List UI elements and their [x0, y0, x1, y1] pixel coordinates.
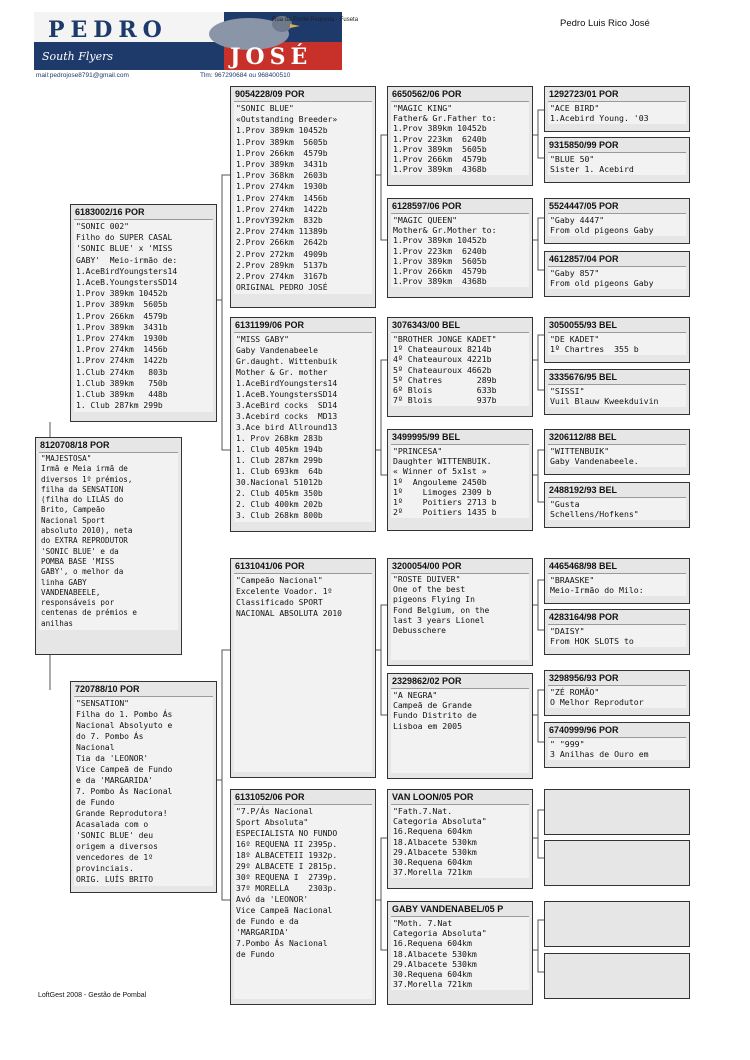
dsd-info: "A NEGRA" Campeã de Grande Fundo Distrito de Lisboa em 2005	[391, 688, 529, 773]
sdds-info: "WITTENBUIK" Gaby Vandenabeele.	[548, 444, 686, 467]
ddd-info: "Moth. 7.Nat Categoria Absoluta" 16.Requena 604km 18.Albacete 530km 29.Albacete 530km 30.Requena 604km 37.Morella 721km	[391, 916, 529, 990]
sss-ring: 6650562/06 POR	[392, 89, 462, 99]
dam-sire-box[interactable]	[230, 558, 376, 778]
sire-info: "SONIC 002" Filho do SUPER CASAL 'SONIC BLUE' x 'MISS GABY' Meio-irmão de: 1.AceBirdYoungsters14 1.AceB.YoungstersSD14 1.Prov 389km 10452b 1.Prov 389km 5605b 1.Prov 266km 4579b 1.Prov 389km 3431b 1.Prov 274km 1930b 1.Prov 274km 1456b 1.Prov 274km 1422b 1.Club 274km 803b 1.Club 389km 750b 1.Club 389km 448b 1. Club 287km 299b	[74, 219, 213, 412]
sssd-ring: 9315850/99 POR	[549, 140, 619, 150]
sds-ring: 3076343/00 BEL	[392, 320, 461, 330]
dsds-ring: 3298956/93 POR	[549, 673, 619, 683]
dam-sire-ring: 6131041/06 POR	[235, 561, 305, 571]
dss-info: "ROSTE DUIVER" One of the best pigeons Flying In Fond Belgium, on the last 3 years Lionel Debusschere	[391, 573, 529, 660]
dss-ring: 3200054/00 POR	[392, 561, 462, 571]
sdss-info: "DE KADET" 1º Chartres 355 b	[548, 332, 686, 355]
sire-dam-ring: 6131199/06 POR	[235, 320, 305, 330]
ssds-info: "Gaby 4447" From old pigeons Gaby	[548, 213, 686, 236]
sdsd-box[interactable]	[544, 369, 690, 415]
ssdd-info: "Gaby 857" From old pigeons Gaby	[548, 266, 686, 289]
subject-info: "MAJESTOSA" Irmã e Meia irmã de diversos 1º prémios, filha da SENSATION (filha do LILÁS do Brito, Campeão Nacional Sport absoluto 2010), neta do EXTRA REPRODUTOR 'SONIC BLUE' e da POMBA BASE 'MISS GABY', o melhor da linha GABY VANDENABEELE, responsáveis por centenas de prémios e anilhas	[39, 452, 178, 630]
sddd-ring: 2488192/93 BEL	[549, 485, 618, 495]
ssd-ring: 6128597/06 POR	[392, 201, 462, 211]
dssd-ring: 4283164/98 POR	[549, 612, 619, 622]
dam-info: "SENSATION" Filha do 1. Pombo Ás Nacional Absolyuto e do 7. Pombo Ás Nacional Tia da 'LEONOR' Vice Campeã de Fundo e da 'MARGARIDA' 7. Pombo Ás Nacional de Fundo Grande Reprodutora! Acasalada com o 'SONIC BLUE' deu origem a diversos vencedores de 1º provinciais. ORIG. LUÍS BRITO	[74, 696, 213, 886]
sire-dam-info: "MISS GABY" Gaby Vandenabeele Gr.daught. Wittenbuik Mother & Gr. mother 1.AceBirdYoungsters14 1.AceB.YoungstersSD14 3.AceBird cocks SD14 3.Acebird cocks MD13 3.Ace bird Allround13 1. Prov 268km 283b 1. Club 405km 194b 1. Club 287km 299b 1. Club 693km 64b 30.Nacional 51012b 2. Club 405km 350b 2. Club 400km 202b 3. Club 268km 800b	[234, 332, 372, 522]
ssds-box[interactable]	[544, 198, 690, 244]
ssd-box[interactable]	[387, 198, 533, 298]
dam-dam-ring: 6131052/06 POR	[235, 792, 305, 802]
logo-title-1: PEDRO	[48, 17, 168, 43]
owner-name: Pedro Luis Rico José	[560, 18, 650, 29]
subject-box[interactable]	[35, 437, 182, 655]
dds-box[interactable]	[387, 789, 533, 889]
ddd-ring: GABY VANDENABEL/05 P	[392, 904, 504, 914]
ssss-ring: 1292723/01 POR	[549, 89, 619, 99]
sire-ring: 6183002/16 POR	[75, 207, 145, 217]
dds-ring: VAN LOON/05 POR	[392, 792, 474, 802]
dam-box[interactable]	[70, 681, 217, 893]
dam-dam-box[interactable]	[230, 789, 376, 1005]
sdds-box[interactable]	[544, 429, 690, 475]
sssd-info: "BLUE 50" Sister 1. Acebird	[548, 152, 686, 175]
ssdd-ring: 4612857/04 POR	[549, 254, 619, 264]
ddd-box[interactable]	[387, 901, 533, 1005]
ssss-box[interactable]	[544, 86, 690, 132]
dsdd-ring: 6740999/96 POR	[549, 725, 619, 735]
sdd-info: "PRINCESA" Daughter WITTENBUIK. « Winner of 5x1st » 1º Angouleme 2450b 1º Limoges 2309 b 1º Poitiers 2713 b 2º Poitiers 1435 b	[391, 444, 529, 518]
ssd-info: "MAGIC QUEEN" Mother& Gr.Mother to: 1.Prov 389km 10452b 1.Prov 223km 6240b 1.Prov 389km 5605b 1.Prov 266km 4579b 1.Prov 389km 4368b	[391, 213, 529, 287]
dsds-box[interactable]	[544, 670, 690, 716]
sdsd-info: "SISSI" Vuil Blauw Kweekduivin	[548, 384, 686, 407]
logo-phone: Tlm: 967290684 ou 968400510	[200, 72, 291, 79]
ddss-box[interactable]	[544, 789, 690, 835]
dsss-ring: 4465468/98 BEL	[549, 561, 618, 571]
dam-dam-info: "7.P/Ás Nacional Sport Absoluta" ESPECIALISTA NO FUNDO 16º REQUENA II 2395p. 18º ALBACETEII 1932p. 29º ALBACETE I 2815p. 30º REQUENA I 2739p. 37º MORELLA 2303p. Avó da 'LEONOR' Vice Campeã Nacional de Fundo e da 'MARGARIDA' 7.Pombo Ás Nacional de Fundo	[234, 804, 372, 999]
sdss-ring: 3050055/93 BEL	[549, 320, 618, 330]
ddds-box[interactable]	[544, 901, 690, 947]
sire-sire-box[interactable]	[230, 86, 376, 308]
sire-sire-ring: 9054228/09 POR	[235, 89, 305, 99]
dsdd-info: " "999" 3 Anilhas de Ouro em	[548, 737, 686, 760]
sdsd-ring: 3335676/95 BEL	[549, 372, 618, 382]
footer-credit: LoftGest 2008 - Gestão de Pombal	[38, 992, 147, 999]
dss-box[interactable]	[387, 558, 533, 666]
sddd-info: "Gusta Schellens/Hofkens"	[548, 497, 686, 520]
dsss-info: "BRAASKE" Meio-Irmão do Milo:	[548, 573, 686, 596]
sire-sire-info: "SONIC BLUE" «Outstanding Breeder» 1.Prov 389km 10452b 1.Prov 389km 5605b 1.Prov 266km 4579b 1.Prov 389km 3431b 1.Prov 368km 2603b 1.Prov 274km 1930b 1.Prov 274km 1456b 1.Prov 274km 1422b 1.ProvY392km 832b 2.Prov 274km 11389b 2.Prov 266km 2642b 2.Prov 272km 4909b 2.Prov 289km 5137b 2.Prov 274km 3167b ORIGINAL PEDRO JOSÉ	[234, 101, 372, 294]
dssd-info: "DAISY" From HOK SLOTS to	[548, 624, 686, 647]
sire-box[interactable]	[70, 204, 217, 422]
dam-ring: 720788/10 POR	[75, 684, 140, 694]
dds-info: "Fath.7.Nat. Categoria Absoluta" 16.Requena 604km 18.Albacete 530km 29.Albacete 530km 30.Requena 604km 37.Morella 721km	[391, 804, 529, 878]
logo-title-2: JOSÉ	[230, 44, 313, 70]
dddd-box[interactable]	[544, 953, 690, 999]
sire-dam-box[interactable]	[230, 317, 376, 532]
ssds-ring: 5524447/05 POR	[549, 201, 619, 211]
dam-sire-info: "Campeão Nacional" Excelente Voador. 1º Classificado SPORT NACIONAL ABSOLUTA 2010	[234, 573, 372, 772]
ssdd-box[interactable]	[544, 251, 690, 297]
subject-ring: 8120708/18 POR	[40, 440, 110, 450]
dsdd-box[interactable]	[544, 722, 690, 768]
sss-box[interactable]	[387, 86, 533, 186]
sss-info: "MAGIC KING" Father& Gr.Father to: 1.Prov 389km 10452b 1.Prov 223km 6240b 1.Prov 389km 5605b 1.Prov 266km 4579b 1.Prov 389km 4368b	[391, 101, 529, 175]
dsd-box[interactable]	[387, 673, 533, 779]
sdss-box[interactable]	[544, 317, 690, 363]
sssd-box[interactable]	[544, 137, 690, 183]
sds-info: "BROTHER JONGE KADET" 1º Chateauroux 8214b 4º Chateauroux 4221b 5º Chateauroux 4662b 5º Chatres 289b 6º Blois 633b 7º Blois 937b	[391, 332, 529, 406]
logo-subtitle: South Flyers	[42, 50, 114, 63]
dsds-info: "ZÉ ROMÃO" O Melhor Reprodutor	[548, 685, 686, 708]
dssd-box[interactable]	[544, 609, 690, 655]
ssss-info: "ACE BIRD" 1.Acebird Young. '03	[548, 101, 686, 124]
dsd-ring: 2329862/02 POR	[392, 676, 462, 686]
ddsd-box[interactable]	[544, 840, 690, 886]
sds-box[interactable]	[387, 317, 533, 417]
sdd-box[interactable]	[387, 429, 533, 531]
sdd-ring: 3499995/99 BEL	[392, 432, 461, 442]
sddd-box[interactable]	[544, 482, 690, 528]
logo-email: mail:pedrojose8791@gmail.com	[36, 72, 129, 79]
sdds-ring: 3206112/88 BEL	[549, 432, 617, 442]
logo-address: Rua da Ponte Pequena - Fuseta	[272, 17, 359, 23]
dsss-box[interactable]	[544, 558, 690, 604]
